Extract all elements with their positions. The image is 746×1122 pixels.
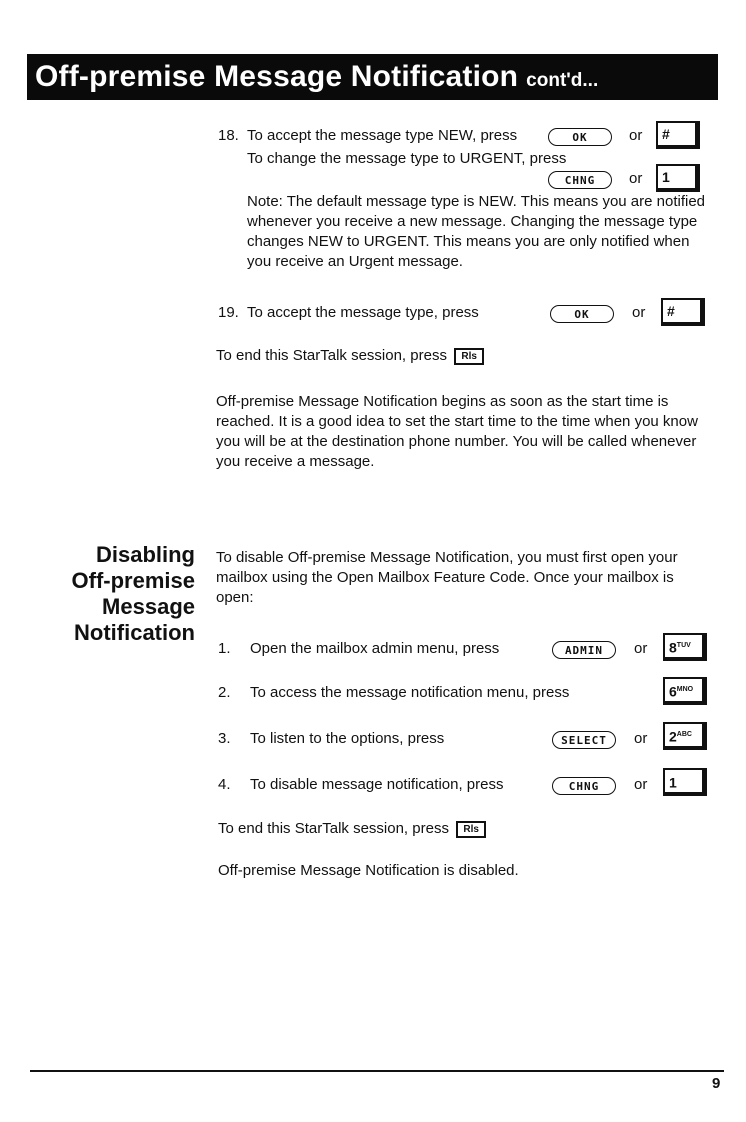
page-number: 9 <box>712 1075 721 1092</box>
release-key: Rls <box>454 348 484 365</box>
section-heading-line: Notification <box>74 620 195 645</box>
step-text: Open the mailbox admin menu, press <box>250 640 500 657</box>
key-digit: 8 <box>669 639 677 656</box>
step-text: To accept the message type, press <box>247 304 479 321</box>
section-heading-line: Off-premise <box>71 568 195 593</box>
one-key <box>663 768 707 796</box>
step-text: To accept the message type NEW, press <box>247 127 518 144</box>
admin-softkey: ADMIN <box>552 641 616 659</box>
pound-key: # <box>661 298 705 326</box>
info-paragraph: Off-premise Message Notification begins as soon as the start time is reached. It is a good idea to set the start time to the time when you know you will be at the destination phone number. You will be called whenever you receive a message. <box>216 393 698 470</box>
six-key <box>663 677 707 705</box>
end-session-text <box>218 820 486 838</box>
end-session-label: To end this StarTalk session, press <box>218 820 449 837</box>
step-number: 3. <box>218 730 231 747</box>
or-text: or <box>634 640 648 657</box>
section-heading <box>72 542 195 646</box>
page-header-banner <box>27 54 718 100</box>
key-digit: 1 <box>669 774 677 791</box>
step-number: 19. <box>218 304 239 321</box>
or-text: or <box>634 730 648 747</box>
key-letters: ABC <box>676 731 692 738</box>
step-text: To listen to the options, press <box>250 730 445 747</box>
step-number: 1. <box>218 640 231 657</box>
page-title: Off-premise Message Notification <box>35 60 519 93</box>
closing-text: Off-premise Message Notification is disabled. <box>218 862 519 879</box>
chng-softkey: CHNG <box>548 171 612 189</box>
section-heading-line: Message <box>102 594 195 619</box>
pound-key: # <box>656 121 700 149</box>
or-text: or <box>632 304 646 321</box>
footer-rule <box>30 1070 724 1072</box>
step-text: To disable message notification, press <box>250 776 504 793</box>
step-number: 4. <box>218 776 231 793</box>
eight-key <box>663 633 707 661</box>
or-text: or <box>629 127 643 144</box>
end-session-text <box>216 347 484 365</box>
section-heading-line: Disabling <box>95 542 195 567</box>
or-text: or <box>629 170 643 187</box>
key-letters: MNO <box>676 686 694 693</box>
release-key: Rls <box>456 821 486 838</box>
key-digit: 2 <box>669 728 677 745</box>
two-key <box>663 722 707 750</box>
end-session-label: To end this StarTalk session, press <box>216 347 447 364</box>
section-intro: To disable Off-premise Message Notification, you must first open your mailbox using the Open Mailbox Feature Code. Once your mailbox is open: <box>216 549 678 606</box>
key-digit: 6 <box>669 683 677 700</box>
one-key: 1 <box>656 164 700 192</box>
ok-softkey: OK <box>550 305 614 323</box>
page-title-suffix: cont'd... <box>526 70 599 91</box>
ok-softkey: OK <box>548 128 612 146</box>
step-text: To change the message type to URGENT, press <box>247 150 567 167</box>
key-letters: TUV <box>676 642 691 649</box>
or-text: or <box>634 776 648 793</box>
step-number: 18. <box>218 127 239 144</box>
step-text: To access the message notification menu, press <box>250 684 570 701</box>
select-softkey: SELECT <box>552 731 616 749</box>
note-paragraph: Note: The default message type is NEW. This means you are notified whenever you receive a new message. Changing the message type changes NEW to URGENT. This means you are only notified when you receive an Urgent message. <box>247 193 706 270</box>
step-number: 2. <box>218 684 231 701</box>
chng-softkey: CHNG <box>552 777 616 795</box>
